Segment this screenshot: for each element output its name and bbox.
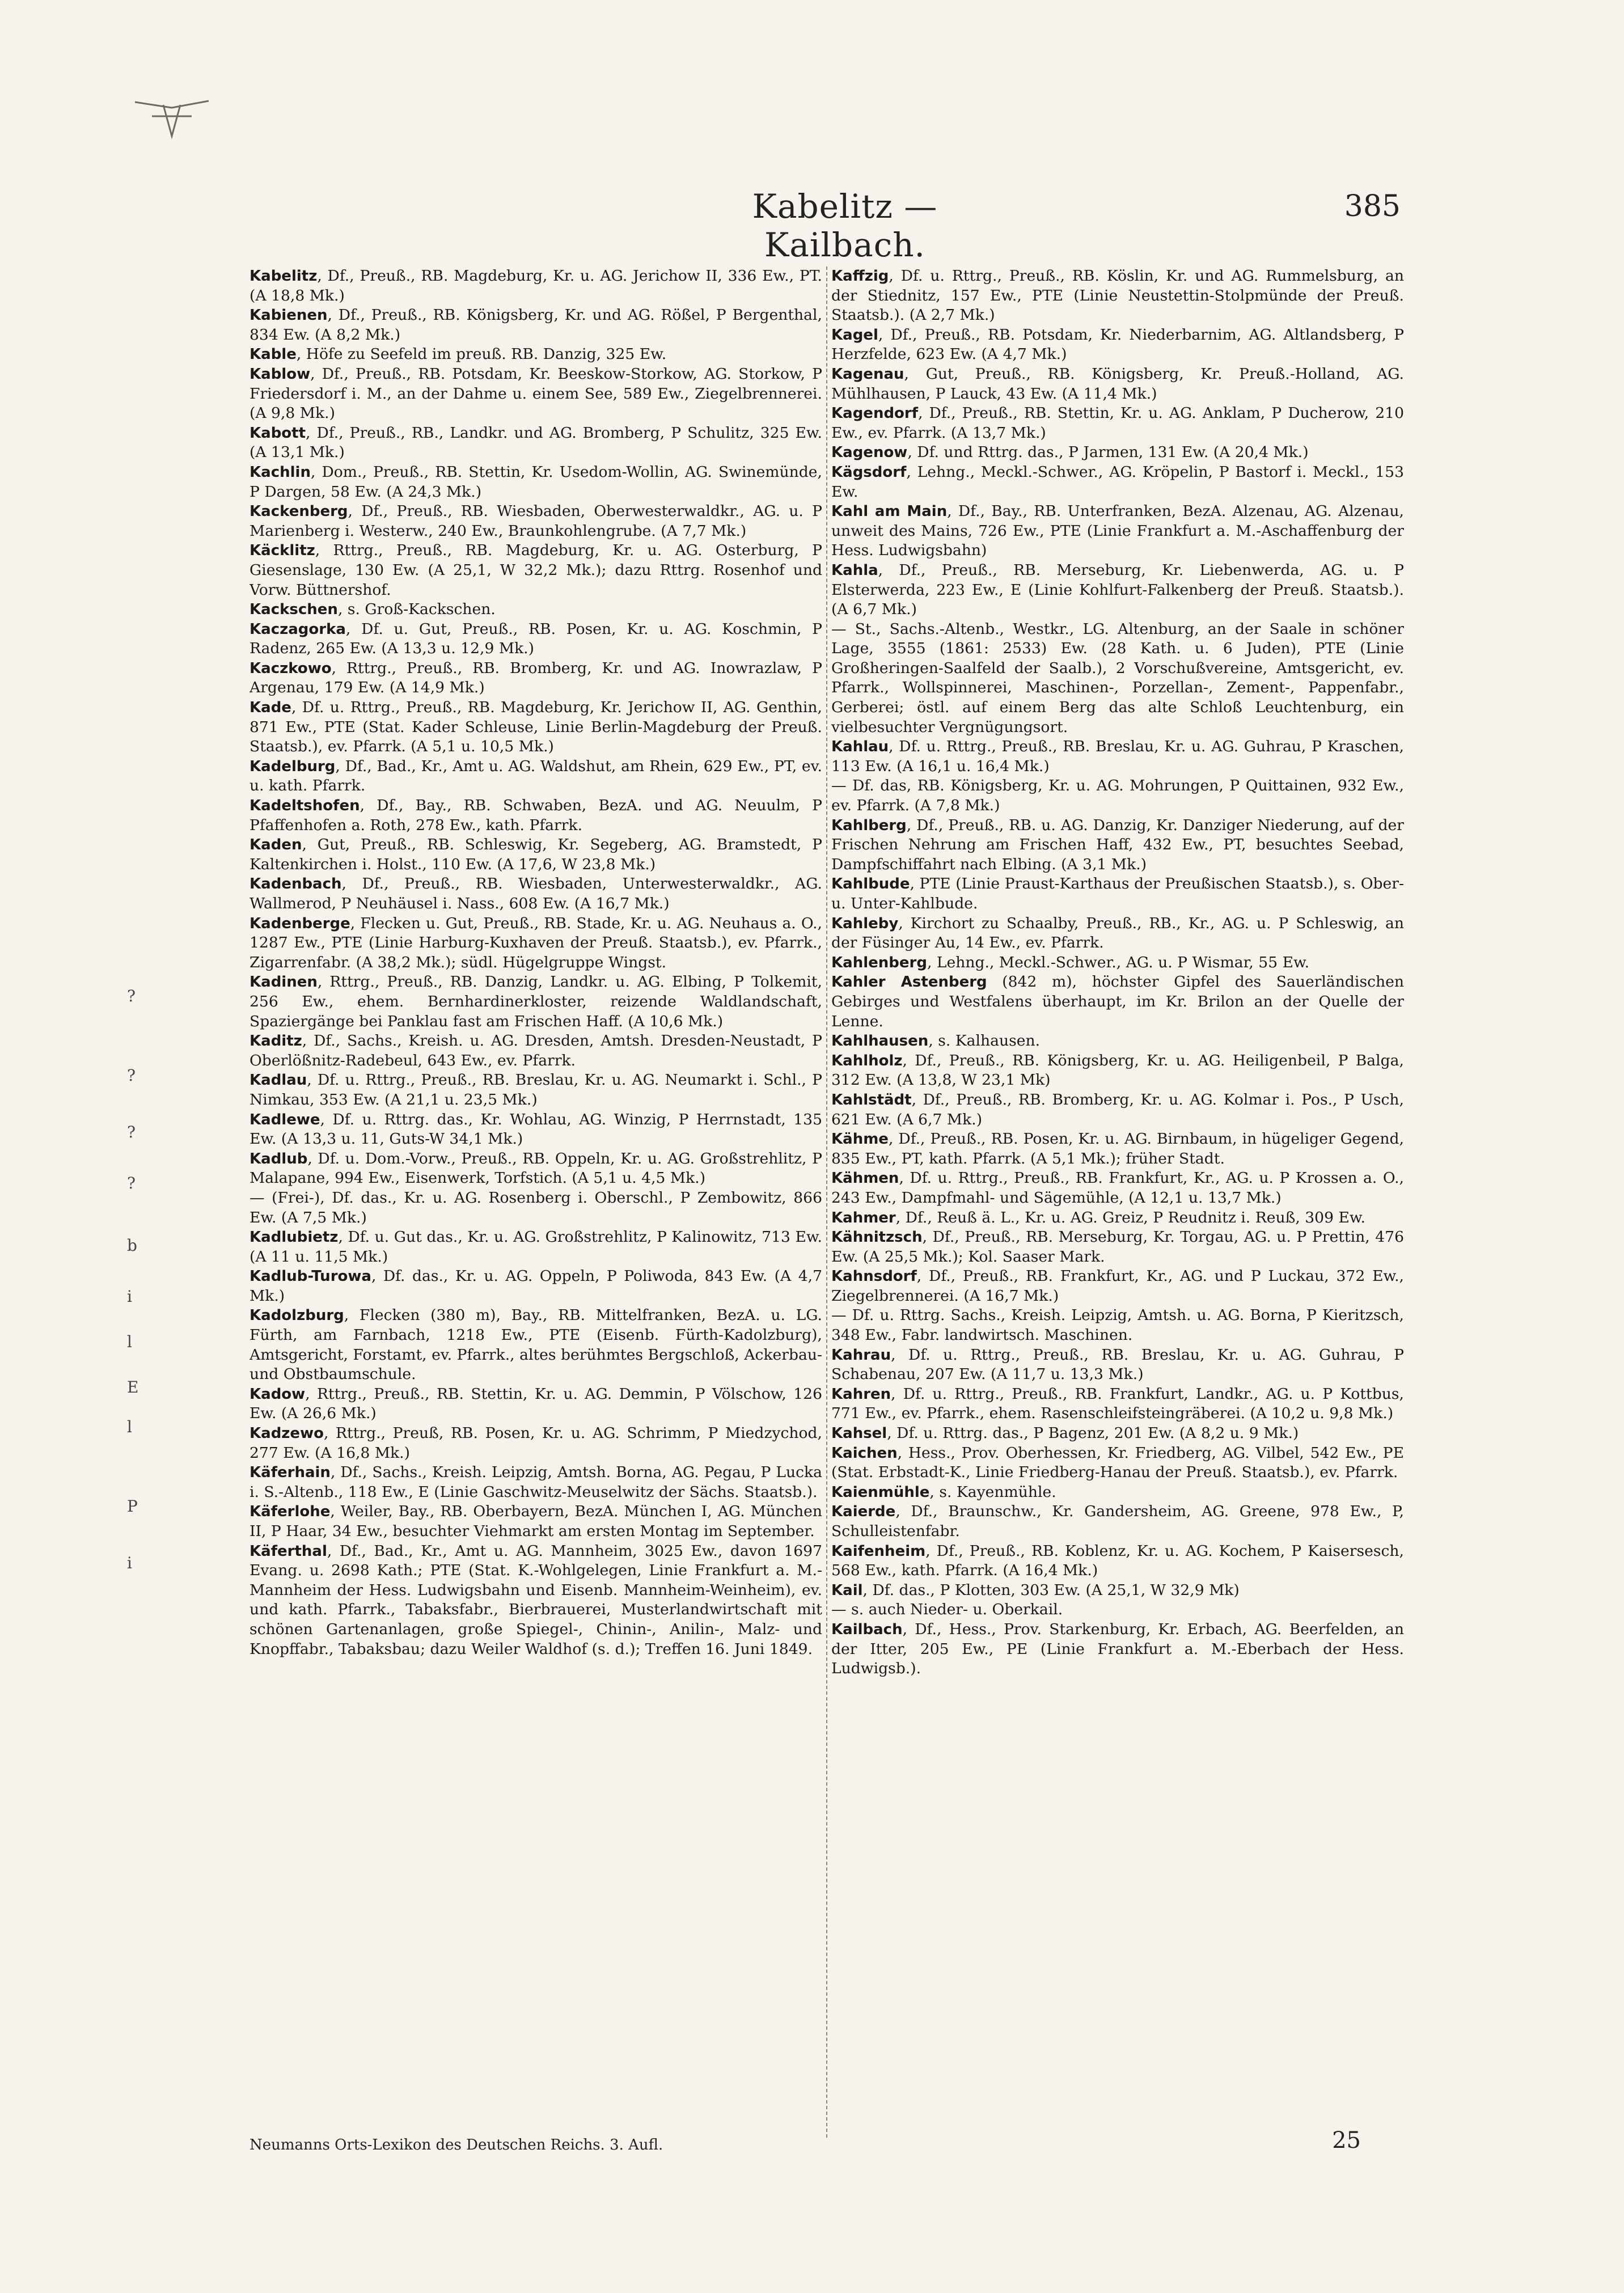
margin-mark: l bbox=[127, 1418, 132, 1436]
entry-headword: Käferhain bbox=[249, 1464, 331, 1482]
entry-headword: Kackenberg bbox=[249, 503, 348, 521]
margin-mark: ? bbox=[127, 1123, 136, 1141]
lexicon-entry bbox=[831, 1228, 1404, 1267]
lexicon-entry bbox=[249, 1502, 822, 1541]
lexicon-entry bbox=[249, 796, 822, 835]
entry-text: , Df., Hess., Prov. Starkenburg, Kr. Erbach, AG. Beerfelden, an der Itter, 205 Ew., PE (Linie Frankfurt a. M.-Eberbach der Hess. Ludwigsb.). bbox=[831, 1620, 1404, 1678]
entry-text: , Df., Preuß., RB. Wiesbaden, Unterwesterwaldkr., AG. Wallmerod, P Neuhäusel i. Nass., 608 Ew. (A 16,7 Mk.) bbox=[249, 875, 822, 912]
lexicon-entry bbox=[249, 1267, 822, 1306]
entry-text: , Df., Bay., RB. Schwaben, BezA. und AG. Neuulm, P Pfaffenhofen a. Roth, 278 Ew., kath. Pfarrk. bbox=[249, 797, 822, 834]
entry-text: , Df., Bay., RB. Unterfranken, BezA. Alzenau, AG. Alzenau, unweit des Mains, 726 Ew., PTE (Linie Frankfurt a. M.-Aschaffenburg der Hess. Ludwigsbahn) bbox=[831, 502, 1404, 560]
entry-headword: Kadlub bbox=[249, 1150, 308, 1167]
entry-headword: Kähme bbox=[831, 1131, 889, 1148]
entry-headword: Kahlau bbox=[831, 738, 889, 756]
lexicon-entry bbox=[249, 659, 822, 698]
margin-mark: i bbox=[127, 1554, 132, 1572]
entry-text: , Df. u. Rttrg. das., Kr. Wohlau, AG. Winzig, P Herrnstadt, 135 Ew. (A 13,3 u. 11, Guts-W 34,1 Mk.) bbox=[249, 1110, 822, 1148]
entry-headword: Kahlholz bbox=[831, 1052, 903, 1069]
entry-headword: Kadolzburg bbox=[249, 1307, 344, 1325]
lexicon-entry bbox=[831, 972, 1404, 1031]
lexicon-entry bbox=[831, 620, 1404, 738]
entry-headword: Kagendorf bbox=[831, 405, 919, 422]
entry-headword: Kahlberg bbox=[831, 816, 907, 834]
entry-text: , Gut, Preuß., RB. Schleswig, Kr. Segeberg, AG. Bramstedt, P Kaltenkirchen i. Holst., 110 Ew. (A 17,6, W 23,8 Mk.) bbox=[249, 836, 822, 873]
entry-text: — Df. das, RB. Königsberg, Kr. u. AG. Mohrungen, P Quittainen, 932 Ew., ev. Pfarrk. (A 7,8 Mk.) bbox=[831, 777, 1404, 815]
lexicon-entry bbox=[831, 1051, 1404, 1090]
lexicon-entry bbox=[249, 541, 822, 600]
entry-text: , Df. und Rttrg. das., P Jarmen, 131 Ew. (A 20,4 Mk.) bbox=[907, 443, 1309, 462]
column-divider bbox=[826, 266, 827, 2138]
entry-headword: Kadinen bbox=[249, 974, 318, 991]
lexicon-entry bbox=[831, 1600, 1404, 1620]
entry-headword: Käferthal bbox=[249, 1542, 327, 1560]
entry-headword: Kaifenheim bbox=[831, 1542, 926, 1560]
entry-text: , Df. das., P Klotten, 303 Ew. (A 25,1, W 32,9 Mk) bbox=[862, 1581, 1240, 1599]
lexicon-entry bbox=[249, 698, 822, 757]
page-header bbox=[0, 187, 1624, 264]
entry-text: — St., Sachs.-Altenb., Westkr., LG. Altenburg, an der Saale in schöner Lage, 3555 (1861: 2533) Ew. (28 Kath. u. 6 Juden), PTE (Linie Großheringen-Saalfeld der Saalb.), 2 Vorschußvereine, Amtsgericht, ev. Pfarrk., Wollspinnerei, Maschinen-, Porzellan-, Zement-, Pappenfabr., Gerberei; östl. auf einem Berg das alte Schloß Leuchtenburg, ein vielbesuchter Vergnügungsort. bbox=[831, 620, 1404, 736]
entry-text: , Df., Preuß., RB. Königsberg, Kr. und AG. Rößel, P Bergenthal, 834 Ew. (A 8,2 Mk.) bbox=[249, 306, 822, 344]
entry-text: , Höfe zu Seefeld im preuß. RB. Danzig, 325 Ew. bbox=[296, 345, 667, 363]
entry-text: , Df., Preuß., RB. Frankfurt, Kr., AG. und P Luckau, 372 Ew., Ziegelbrennerei. (A 16,7 Mk.) bbox=[831, 1267, 1404, 1305]
lexicon-entry bbox=[831, 1424, 1404, 1444]
entry-text: , Df. u. Dom.-Vorw., Preuß., RB. Oppeln, Kr. u. AG. Großstrehlitz, P Malapane, 994 Ew., Eisenwerk, Torfstich. (A 5,1 u. 4,5 Mk.) bbox=[249, 1149, 822, 1187]
entry-text: , Df., Sachs., Kreish. u. AG. Dresden, Amtsh. Dresden-Neustadt, P Oberlößnitz-Radebeul, 643 Ew., ev. Pfarrk. bbox=[249, 1032, 822, 1069]
lexicon-entry bbox=[831, 1581, 1404, 1601]
entry-headword: Kadlau bbox=[249, 1072, 307, 1089]
entry-headword: Kabelitz bbox=[249, 268, 318, 285]
entry-headword: Kägsdorf bbox=[831, 463, 907, 481]
entry-text: , Df., Preuß., RB., Landkr. und AG. Bromberg, P Schulitz, 325 Ew. (A 13,1 Mk.) bbox=[249, 424, 822, 462]
entry-headword: Kahlenberg bbox=[831, 954, 927, 971]
entry-headword: Kabienen bbox=[249, 307, 328, 324]
entry-text: , Df. u. Gut, Preuß., RB. Posen, Kr. u. AG. Koschmin, P Radenz, 265 Ew. (A 13,3 u. 12,9 Mk.) bbox=[249, 620, 822, 658]
entry-headword: Kade bbox=[249, 699, 291, 717]
lexicon-entry bbox=[249, 1149, 822, 1188]
lexicon-entry bbox=[831, 1385, 1404, 1424]
entry-headword: Kaichen bbox=[831, 1444, 898, 1462]
lexicon-entry bbox=[249, 502, 822, 541]
lexicon-entry bbox=[831, 1169, 1404, 1208]
lexicon-entry bbox=[249, 874, 822, 913]
lexicon-entry bbox=[831, 737, 1404, 776]
lexicon-entry bbox=[831, 1483, 1404, 1503]
entry-text: , Hess., Prov. Oberhessen, Kr. Friedberg, AG. Vilbel, 542 Ew., PE (Stat. Erbstadt-K., Linie Friedberg-Hanau der Preuß. Staatsb.), ev. Pfarrk. bbox=[831, 1444, 1404, 1482]
entry-headword: Kadeltshofen bbox=[249, 797, 360, 815]
right-column bbox=[831, 266, 1404, 2155]
entry-text: — (Frei-), Df. das., Kr. u. AG. Rosenberg i. Oberschl., P Zembowitz, 866 Ew. (A 7,5 Mk.) bbox=[249, 1188, 822, 1226]
entry-headword: Kähmen bbox=[831, 1170, 899, 1187]
entry-text: , s. Groß-Kackschen. bbox=[337, 600, 496, 619]
entry-headword: Kahleby bbox=[831, 915, 899, 932]
entry-headword: Kadzewo bbox=[249, 1425, 324, 1442]
entry-headword: Kahsel bbox=[831, 1425, 887, 1442]
entry-text: (842 m), höchster Gipfel des Sauerländischen Gebirges und Westfalens überhaupt, im Kr. Brilon an der Quelle der Lenne. bbox=[831, 973, 1404, 1030]
lexicon-entry bbox=[831, 1267, 1404, 1306]
entry-headword: Kagenau bbox=[831, 365, 904, 383]
entry-headword: Kahrau bbox=[831, 1346, 891, 1364]
entry-text: , Rttrg., Preuß., RB. Danzig, Landkr. u. AG. Elbing, P Tolkemit, 256 Ew., ehem. Bernhardinerkloster, reizende Waldlandschaft, Spaziergänge bei Panklau fast am Frischen Haff. (A 10,6 Mk.) bbox=[249, 973, 822, 1030]
entry-headword: Kadow bbox=[249, 1385, 306, 1403]
lexicon-entry bbox=[249, 1385, 822, 1424]
entry-text: , Rttrg., Preuß, RB. Posen, Kr. u. AG. Schrimm, P Miedzychod, 277 Ew. (A 16,8 Mk.) bbox=[249, 1424, 822, 1462]
lexicon-entry bbox=[249, 1110, 822, 1149]
lexicon-entry bbox=[831, 325, 1404, 365]
entry-text: , Df., Reuß ä. L., Kr. u. AG. Greiz, P Reudnitz i. Reuß, 309 Ew. bbox=[895, 1208, 1365, 1226]
entry-headword: Kähnitzsch bbox=[831, 1229, 923, 1246]
entry-headword: Kahl am Main bbox=[831, 503, 948, 521]
entry-text: , Df., Braunschw., Kr. Gandersheim, AG. Greene, 978 Ew., P, Schulleistenfabr. bbox=[831, 1503, 1404, 1540]
entry-headword: Kadlub-Turowa bbox=[249, 1268, 371, 1285]
entry-text: , Df. u. Rttrg., Preuß., RB. Breslau, Kr. u. AG. Guhrau, P Schabenau, 207 Ew. (A 11,7 u. 13,3 Mk.) bbox=[831, 1346, 1404, 1384]
entry-headword: Kaffzig bbox=[831, 268, 889, 285]
entry-text: , Df. u. Rttrg., Preuß., RB. Breslau, Kr. u. AG. Neumarkt i. Schl., P Nimkau, 353 Ew. (A 21,1 u. 23,5 Mk.) bbox=[249, 1071, 822, 1109]
entry-headword: Kailbach bbox=[831, 1621, 903, 1638]
entry-text: , PTE (Linie Praust-Karthaus der Preußischen Staatsb.), s. Ober- u. Unter-Kahlbude. bbox=[831, 875, 1404, 912]
entry-headword: Kaczagorka bbox=[249, 620, 346, 638]
lexicon-entry bbox=[831, 1542, 1404, 1581]
lexicon-entry bbox=[249, 1188, 822, 1228]
entry-headword: Kabott bbox=[249, 424, 306, 442]
entry-text: , Df., Preuß., RB. Magdeburg, Kr. u. AG. Jerichow II, 336 Ew., PT. (A 18,8 Mk.) bbox=[249, 267, 822, 304]
lexicon-entry bbox=[831, 816, 1404, 875]
entry-text: , Df., Preuß., RB. Königsberg, Kr. u. AG. Heiligenbeil, P Balga, 312 Ew. (A 13,8, W 23,1 Mk) bbox=[831, 1051, 1404, 1089]
entry-text: , Weiler, Bay., RB. Oberbayern, BezA. München I, AG. München II, P Haar, 34 Ew., besuchter Viehmarkt am ersten Montag im September. bbox=[249, 1503, 822, 1540]
page-number: 385 bbox=[1344, 189, 1401, 223]
entry-text: , Df., Preuß., RB. Bromberg, Kr. u. AG. Kolmar i. Pos., P Usch, 621 Ew. (A 6,7 Mk.) bbox=[831, 1090, 1404, 1128]
entry-headword: Käferlohe bbox=[249, 1503, 331, 1521]
entry-text: , s. Kayenmühle. bbox=[929, 1483, 1056, 1501]
entry-headword: Kagel bbox=[831, 326, 878, 344]
left-column bbox=[249, 266, 822, 2155]
entry-headword: Kackschen bbox=[249, 601, 338, 619]
entry-headword: Kahla bbox=[831, 561, 878, 579]
entry-headword: Kadelburg bbox=[249, 758, 336, 775]
entry-text: , Df., Preuß., RB. Posen, Kr. u. AG. Birnbaum, in hügeliger Gegend, 835 Ew., PT, kath. Pfarrk. (A 5,1 Mk.); früher Stadt. bbox=[831, 1130, 1404, 1167]
entry-text: , Df. u. Rttrg. das., P Bagenz, 201 Ew. (A 8,2 u. 9 Mk.) bbox=[887, 1424, 1299, 1442]
lexicon-entry bbox=[249, 345, 822, 365]
entry-headword: Kahler Astenberg bbox=[831, 974, 987, 991]
lexicon-entry bbox=[249, 1424, 822, 1463]
entry-headword: Kadlewe bbox=[249, 1111, 320, 1128]
entry-text: , Df. u. Rttrg., Preuß., RB. Magdeburg, Kr. Jerichow II, AG. Genthin, 871 Ew., PTE (Stat. Kader Schleuse, Linie Berlin-Magdeburg der Preuß. Staatsb.), ev. Pfarrk. (A 5,1 u. 10,5 Mk.) bbox=[249, 699, 822, 756]
entry-headword: Kachlin bbox=[249, 463, 311, 481]
entry-text: , Df. u. Rttrg., Preuß., RB. Frankfurt, Landkr., AG. u. P Kottbus, 771 Ew., ev. Pfarrk., ehem. Rasenschleifsteingräberei. (A 10,2 u. 9,8 Mk.) bbox=[831, 1385, 1404, 1423]
entry-headword: Kahlhausen bbox=[831, 1033, 929, 1050]
lexicon-entry bbox=[831, 874, 1404, 913]
entry-text: , Df., Preuß., RB. Merseburg, Kr. Liebenwerda, AG. u. P Elsterwerda, 223 Ew., E (Linie Kohlfurt-Falkenberg der Preuß. Staatsb.). (A 6,7 Mk.) bbox=[831, 561, 1404, 619]
margin-mark: ? bbox=[127, 987, 136, 1005]
entry-headword: Kahren bbox=[831, 1385, 891, 1403]
lexicon-entry bbox=[249, 306, 822, 345]
lexicon-entry bbox=[831, 404, 1404, 443]
entry-headword: Kadenbach bbox=[249, 875, 342, 893]
entry-text: , Lehng., Meckl.-Schwer., AG. Kröpelin, P Bastorf i. Meckl., 153 Ew. bbox=[831, 463, 1404, 501]
entry-text: , Df., Preuß., RB. Wiesbaden, Oberwesterwaldkr., AG. u. P Marienberg i. Westerw., 240 Ew., Braunkohlengrube. (A 7,7 Mk.) bbox=[249, 502, 822, 540]
imprint-line: Neumanns Orts-Lexikon des Deutschen Reichs. 3. Aufl. bbox=[249, 2137, 663, 2154]
entry-text: , Dom., Preuß., RB. Stettin, Kr. Usedom-Wollin, AG. Swinemünde, P Dargen, 58 Ew. (A 24,3 Mk.) bbox=[249, 463, 822, 501]
lexicon-entry bbox=[249, 463, 822, 502]
lexicon-entry bbox=[831, 365, 1404, 404]
entry-headword: Kaczkowo bbox=[249, 659, 332, 677]
entry-text: , Df., Preuß., RB. u. AG. Danzig, Kr. Danziger Niederung, auf der Frischen Nehrung am Frischen Haff, 432 Ew., PT, besuchtes Seebad, Dampfschiffahrt nach Elbing. (A 3,1 Mk.) bbox=[831, 816, 1404, 873]
lexicon-entry bbox=[249, 620, 822, 659]
signature-mark: 25 bbox=[1332, 2127, 1361, 2154]
entry-headword: Kaienmühle bbox=[831, 1483, 930, 1501]
entry-text: , Rttrg., Preuß., RB. Bromberg, Kr. und AG. Inowrazlaw, P Argenau, 179 Ew. (A 14,9 Mk.) bbox=[249, 659, 822, 697]
entry-headword: Kablow bbox=[249, 365, 311, 383]
entry-text: , Rttrg., Preuß., RB. Stettin, Kr. u. AG. Demmin, P Völschow, 126 Ew. (A 26,6 Mk.) bbox=[249, 1385, 822, 1423]
margin-mark: ? bbox=[127, 1066, 136, 1085]
entry-text: , Df. u. Gut das., Kr. u. AG. Großstrehlitz, P Kalinowitz, 713 Ew. (A 11 u. 11,5 Mk.) bbox=[249, 1228, 822, 1266]
entry-text: , Df., Sachs., Kreish. Leipzig, Amtsh. Borna, AG. Pegau, P Lucka i. S.-Altenb., 118 Ew., E (Linie Gaschwitz-Meuselwitz der Sächs. Staatsb.). bbox=[249, 1463, 822, 1501]
lexicon-entry bbox=[249, 600, 822, 620]
lexicon-entry bbox=[831, 776, 1404, 815]
entry-text: , Lehng., Meckl.-Schwer., AG. u. P Wismar, 55 Ew. bbox=[927, 953, 1310, 971]
margin-mark: P bbox=[127, 1497, 138, 1516]
lexicon-entry bbox=[249, 757, 822, 796]
entry-headword: Kadlubietz bbox=[249, 1229, 339, 1246]
entry-text: , Df. u. Rttrg., Preuß., RB. Frankfurt, Kr., AG. u. P Krossen a. O., 243 Ew., Dampfmahl- und Sägemühle, (A 12,1 u. 13,7 Mk.) bbox=[831, 1169, 1404, 1207]
entry-text: , Df. das., Kr. u. AG. Oppeln, P Poliwoda, 843 Ew. (A 4,7 Mk.) bbox=[249, 1267, 822, 1305]
entry-text: , Df. u. Rttrg., Preuß., RB. Breslau, Kr. u. AG. Guhrau, P Kraschen, 113 Ew. (A 16,1 u. 16,4 Mk.) bbox=[831, 738, 1404, 775]
binding-mark-icon bbox=[129, 85, 214, 147]
entry-headword: Kahmer bbox=[831, 1209, 896, 1226]
lexicon-entry bbox=[249, 1228, 822, 1267]
entry-headword: Kahnsdorf bbox=[831, 1268, 917, 1285]
entry-text: , Rttrg., Preuß., RB. Magdeburg, Kr. u. AG. Osterburg, P Giesenslage, 130 Ew. (A 25,1, W 32,2 Mk.); dazu Rttrg. Rosenhof und Vorw. Büttnershof. bbox=[249, 541, 822, 599]
entry-text: , Df., Bad., Kr., Amt u. AG. Waldshut, am Rhein, 629 Ew., PT, ev. u. kath. Pfarrk. bbox=[249, 757, 822, 795]
lexicon-entry bbox=[249, 835, 822, 874]
entry-headword: Kagenow bbox=[831, 444, 908, 462]
entry-text: , Df., Preuß., RB. Koblenz, Kr. u. AG. Kochem, P Kaisersesch, 568 Ew., kath. Pfarrk. (A 16,4 Mk.) bbox=[831, 1542, 1404, 1580]
running-title: Kabelitz — Kailbach. bbox=[752, 187, 938, 264]
entry-text: , Flecken u. Gut, Preuß., RB. Stade, Kr. u. AG. Neuhaus a. O., 1287 Ew., PTE (Linie Harburg-Kuxhaven der Preuß. Staatsb.), ev. Pfarrk., Zigarrenfabr. (A 38,2 Mk.); südl. Hügelgruppe Wingst. bbox=[249, 914, 822, 971]
lexicon-entry bbox=[249, 1463, 822, 1502]
lexicon-entry bbox=[249, 1031, 822, 1071]
entry-text: , Df., Bad., Kr., Amt u. AG. Mannheim, 3025 Ew., davon 1697 Evang. u. 2698 Kath.; PTE (Stat. K.-Wohlgelegen, Linie Frankfurt a. M.-Mannheim der Hess. Ludwigsbahn und Eisenb. Mannheim-Weinheim), ev. und kath. Pfarrk., Tabaksfabr., Bierbrauerei, Musterlandwirtschaft mit schönen Gartenanlagen, große Spiegel-, Chinin-, Anilin-, Malz- und Knopffabr., Tabaksbau; dazu Weiler Waldhof (s. d.); Treffen 16. Juni 1849. bbox=[249, 1542, 822, 1658]
entry-headword: Kaierde bbox=[831, 1503, 896, 1521]
entry-text: , Flecken (380 m), Bay., RB. Mittelfranken, BezA. u. LG. Fürth, am Farnbach, 1218 Ew., PTE (Eisenb. Fürth-Kadolzburg), Amtsgericht, Forstamt, ev. Pfarrk., altes berühmtes Bergschloß, Ackerbau- und Obstbaumschule. bbox=[249, 1306, 822, 1384]
lexicon-entry bbox=[249, 266, 822, 306]
lexicon-entry bbox=[831, 1502, 1404, 1541]
lexicon-entry bbox=[249, 1071, 822, 1110]
lexicon-entry bbox=[831, 561, 1404, 620]
entry-text: , Df., Preuß., RB. Potsdam, Kr. Beeskow-Storkow, AG. Storkow, P Friedersdorf i. M., an der Dahme u. einem See, 589 Ew., Ziegelbrennerei. (A 9,8 Mk.) bbox=[249, 365, 822, 422]
margin-mark: E bbox=[127, 1378, 139, 1397]
entry-text: , Df., Preuß., RB. Potsdam, Kr. Niederbarnim, AG. Altlandsberg, P Herzfelde, 623 Ew. (A 4,7 Mk.) bbox=[831, 325, 1404, 363]
entry-headword: Kaditz bbox=[249, 1033, 302, 1050]
lexicon-entry bbox=[249, 365, 822, 424]
entry-headword: Kail bbox=[831, 1581, 863, 1599]
entry-headword: Kadenberge bbox=[249, 915, 350, 932]
entry-text: , Df. u. Rttrg., Preuß., RB. Köslin, Kr. und AG. Rummelsburg, an der Stiednitz, 157 Ew., PTE (Linie Neustettin-Stolpmünde der Preuß. Staatsb.). (A 2,7 Mk.) bbox=[831, 267, 1404, 324]
lexicon-entry bbox=[831, 1306, 1404, 1345]
lexicon-entry bbox=[831, 1031, 1404, 1051]
lexicon-entry bbox=[249, 1306, 822, 1384]
margin-mark: l bbox=[127, 1332, 132, 1351]
entry-text: , Df., Preuß., RB. Stettin, Kr. u. AG. Anklam, P Ducherow, 210 Ew., ev. Pfarrk. (A 13,7 Mk.) bbox=[831, 404, 1404, 442]
lexicon-entry bbox=[249, 424, 822, 463]
lexicon-entry bbox=[831, 1129, 1404, 1169]
lexicon-entry bbox=[831, 1208, 1404, 1228]
entry-headword: Kable bbox=[249, 346, 297, 363]
lexicon-entry bbox=[831, 914, 1404, 953]
margin-mark: i bbox=[127, 1287, 132, 1306]
lexicon-entry bbox=[831, 266, 1404, 325]
margin-mark: b bbox=[127, 1236, 137, 1255]
lexicon-entry bbox=[831, 443, 1404, 463]
lexicon-entry bbox=[831, 1090, 1404, 1129]
entry-headword: Kaden bbox=[249, 836, 302, 854]
lexicon-entry bbox=[831, 502, 1404, 561]
entry-text: , Gut, Preuß., RB. Königsberg, Kr. Preuß.-Holland, AG. Mühlhausen, P Lauck, 43 Ew. (A 11,4 Mk.) bbox=[831, 365, 1404, 403]
lexicon-entry bbox=[831, 463, 1404, 502]
lexicon-entry bbox=[831, 1444, 1404, 1483]
lexicon-entry bbox=[249, 1542, 822, 1660]
entry-headword: Kahlbude bbox=[831, 875, 910, 893]
entry-headword: Käcklitz bbox=[249, 542, 315, 560]
lexicon-entry bbox=[249, 914, 822, 973]
entry-text: , Df., Preuß., RB. Merseburg, Kr. Torgau, AG. u. P Prettin, 476 Ew. (A 25,5 Mk.); Kol. Saaser Mark. bbox=[831, 1228, 1404, 1266]
margin-mark: ? bbox=[127, 1174, 136, 1192]
entry-text: , s. Kalhausen. bbox=[928, 1032, 1041, 1050]
entry-headword: Kahlstädt bbox=[831, 1091, 912, 1109]
lexicon-entry bbox=[831, 1620, 1404, 1679]
entry-text: — s. auch Nieder- u. Oberkail. bbox=[831, 1601, 1063, 1619]
entry-text: , Kirchort zu Schaalby, Preuß., RB., Kr., AG. u. P Schleswig, an der Füsinger Au, 14 Ew., ev. Pfarrk. bbox=[831, 914, 1404, 952]
entry-text: — Df. u. Rttrg. Sachs., Kreish. Leipzig, Amtsh. u. AG. Borna, P Kieritzsch, 348 Ew., Fabr. landwirtsch. Maschinen. bbox=[831, 1306, 1404, 1344]
lexicon-entry bbox=[831, 953, 1404, 973]
lexicon-entry bbox=[249, 972, 822, 1031]
lexicon-entry bbox=[831, 1346, 1404, 1385]
